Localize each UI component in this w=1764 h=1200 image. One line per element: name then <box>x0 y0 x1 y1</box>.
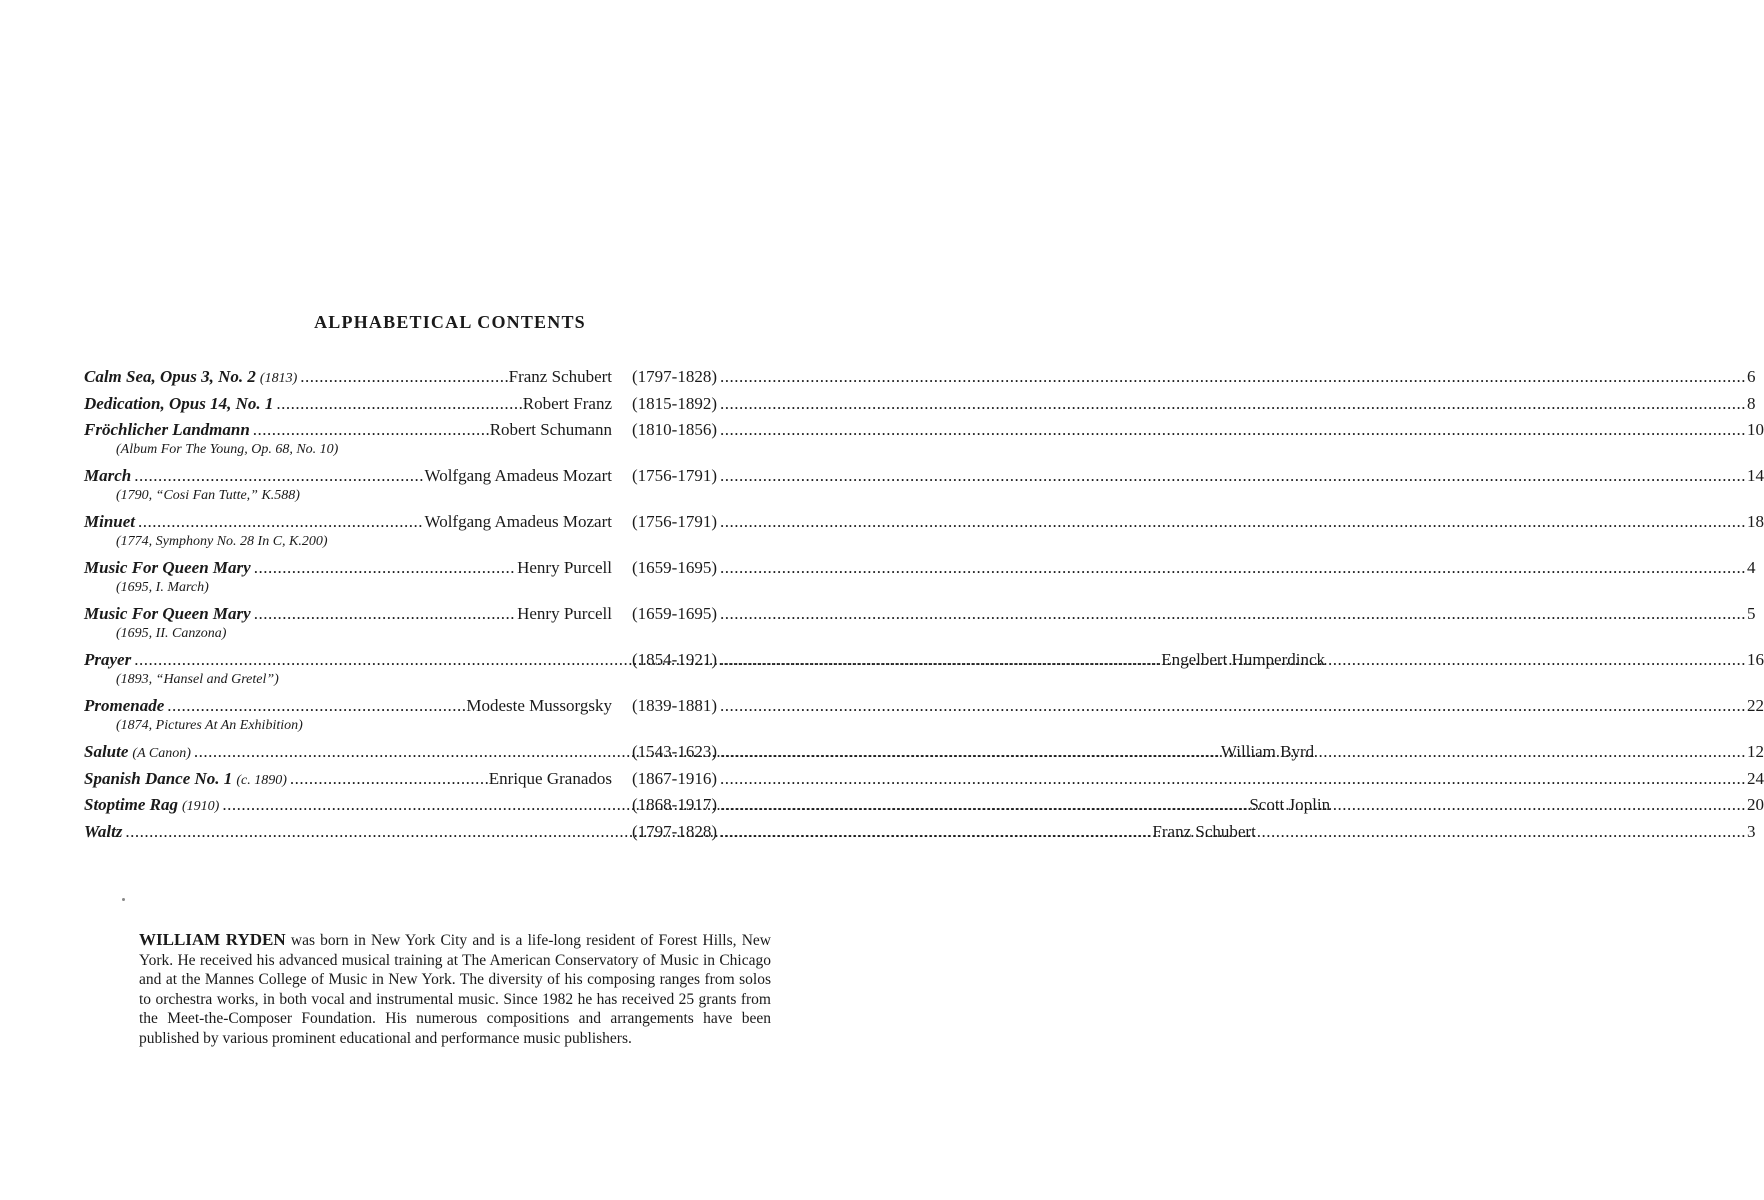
dot-leader <box>134 465 423 487</box>
entry-subtitle: (Album For The Young, Op. 68, No. 10) <box>116 442 339 457</box>
entry-title: Salute <box>84 742 129 761</box>
entry-title: Music For Queen Mary <box>84 558 251 577</box>
entry-title: Spanish Dance No. 1 <box>84 768 233 788</box>
entry-page-number: 5 <box>1746 604 1756 623</box>
entry-dates: (1815-1892) <box>632 393 717 413</box>
contents-entry <box>84 419 1764 465</box>
entry-composer: Modeste Mussorgsky <box>466 696 612 715</box>
entry-title: Stoptime Rag <box>84 795 178 814</box>
entry-dates: (1543-1623) <box>632 742 717 761</box>
entry-title: Minuet <box>84 512 136 531</box>
bio-text: was born in New York City and is a life-long resident of Forest Hills, New York. He received his advanced musical training at The American Conservatory of Music in Chicago and at the Mannes College of Music in New York. The diversity of his composing ranges from solos to orchestra works, in both vocal and instrumental music. Since 1982 he has received 25 grants from the Meet-the-Composer Foundation. His numerous compositions and arrangements have been published by various prominent educational and performance music publishers. <box>139 932 771 1047</box>
dot-leader <box>720 419 1746 441</box>
stray-mark <box>122 898 125 901</box>
dot-leader <box>720 366 1746 388</box>
dot-leader <box>138 511 423 533</box>
entry-page-number: 8 <box>1746 393 1756 413</box>
entry-composer: Robert Schumann <box>489 420 612 439</box>
entry-dates: (1839-1881) <box>632 696 717 715</box>
contents-entry <box>84 821 1756 848</box>
dot-leader <box>720 393 1746 415</box>
contents-entry <box>84 465 1764 511</box>
entry-dates: (1659-1695) <box>632 558 717 577</box>
dot-leader <box>720 649 1746 671</box>
dot-leader <box>254 557 516 579</box>
entry-page-number: 3 <box>1746 821 1756 841</box>
entry-subtitle: (1893, “Hansel and Gretel”) <box>116 672 279 687</box>
entry-title: March <box>84 466 132 485</box>
entry-dates: (1797-1828) <box>632 821 717 841</box>
entry-title: Fröchlicher Landmann <box>84 420 250 439</box>
entry-composer: Wolfgang Amadeus Mozart <box>424 512 612 531</box>
dot-leader <box>720 603 1746 625</box>
entry-subtitle: (1790, “Cosi Fan Tutte,” K.588) <box>116 488 300 503</box>
entry-dates: (1659-1695) <box>632 604 717 623</box>
dot-leader <box>290 768 488 790</box>
contents-entry <box>84 741 1764 768</box>
entry-title: Prayer <box>84 650 132 669</box>
entry-page-number: 12 <box>1746 742 1764 761</box>
contents-entry <box>84 603 1756 649</box>
entry-subtitle: (1774, Symphony No. 28 In C, K.200) <box>116 534 328 549</box>
entry-composer: Henry Purcell <box>517 604 612 623</box>
entry-year-note: (1813) <box>259 371 298 386</box>
entry-composer: Engelbert Humperdinck <box>1161 650 1326 669</box>
contents-entry <box>84 511 1764 557</box>
entry-composer: Wolfgang Amadeus Mozart <box>424 466 612 485</box>
entry-composer: Scott Joplin <box>1249 795 1331 814</box>
contents-entry <box>84 695 1764 741</box>
entry-dates: (1867-1916) <box>632 768 717 788</box>
contents-entry <box>84 768 1764 795</box>
entry-page-number: 24 <box>1746 768 1764 788</box>
contents-entry <box>84 794 1764 821</box>
entry-composer: Franz Schubert <box>508 367 612 386</box>
entry-title: Promenade <box>84 696 165 715</box>
dot-leader <box>720 794 1746 816</box>
entry-title: Waltz <box>84 821 123 841</box>
dot-leader <box>167 695 465 717</box>
entry-dates: (1756-1791) <box>632 512 717 531</box>
contents-entry <box>84 393 1756 420</box>
dot-leader <box>720 465 1746 487</box>
dot-leader <box>720 768 1746 790</box>
entry-composer: Enrique Granados <box>488 768 612 788</box>
dot-leader <box>300 366 507 388</box>
dot-leader <box>253 419 489 441</box>
entry-dates: (1797-1828) <box>632 367 717 386</box>
entry-page-number: 6 <box>1746 367 1756 386</box>
entry-title: Dedication, Opus 14, No. 1 <box>84 393 274 413</box>
entry-title: Calm Sea, Opus 3, No. 2 <box>84 367 256 386</box>
entry-composer: Franz Schubert <box>1152 821 1256 841</box>
entry-page-number: 10 <box>1746 420 1764 439</box>
contents-entry <box>84 557 1756 603</box>
dot-leader <box>720 741 1746 763</box>
entry-dates: (1756-1791) <box>632 466 717 485</box>
entry-subtitle: (1695, II. Canzona) <box>116 626 227 641</box>
entry-dates: (1810-1856) <box>632 420 717 439</box>
entry-year-note: (c. 1890) <box>236 772 287 788</box>
entry-composer: William Byrd <box>1220 742 1315 761</box>
contents-heading: ALPHABETICAL CONTENTS <box>314 312 586 332</box>
entry-subtitle: (1874, Pictures At An Exhibition) <box>116 718 303 733</box>
entry-dates: (1854-1921) <box>632 650 717 669</box>
entry-page-number: 4 <box>1746 558 1756 577</box>
dot-leader <box>720 695 1746 717</box>
dot-leader <box>720 511 1746 533</box>
entry-page-number: 16 <box>1746 650 1764 669</box>
entry-page-number: 22 <box>1746 696 1764 715</box>
dot-leader <box>720 821 1746 843</box>
entry-title: Music For Queen Mary <box>84 604 251 623</box>
entry-page-number: 20 <box>1746 795 1764 814</box>
dot-leader <box>720 557 1746 579</box>
dot-leader <box>254 603 516 625</box>
entry-year-note: (A Canon) <box>132 746 191 761</box>
bio-name: WILLIAM RYDEN <box>139 930 286 949</box>
composer-bio <box>139 930 771 1049</box>
dot-leader <box>276 393 521 415</box>
contents-entry <box>84 649 1764 695</box>
entry-page-number: 14 <box>1746 466 1764 485</box>
entry-composer: Henry Purcell <box>517 558 612 577</box>
entry-dates: (1868-1917) <box>632 795 717 814</box>
entry-year-note: (1910) <box>181 799 220 814</box>
contents-list <box>84 366 1764 847</box>
contents-entry <box>84 366 1756 393</box>
entry-page-number: 18 <box>1746 512 1764 531</box>
entry-subtitle: (1695, I. March) <box>116 580 209 595</box>
entry-composer: Robert Franz <box>522 393 612 413</box>
